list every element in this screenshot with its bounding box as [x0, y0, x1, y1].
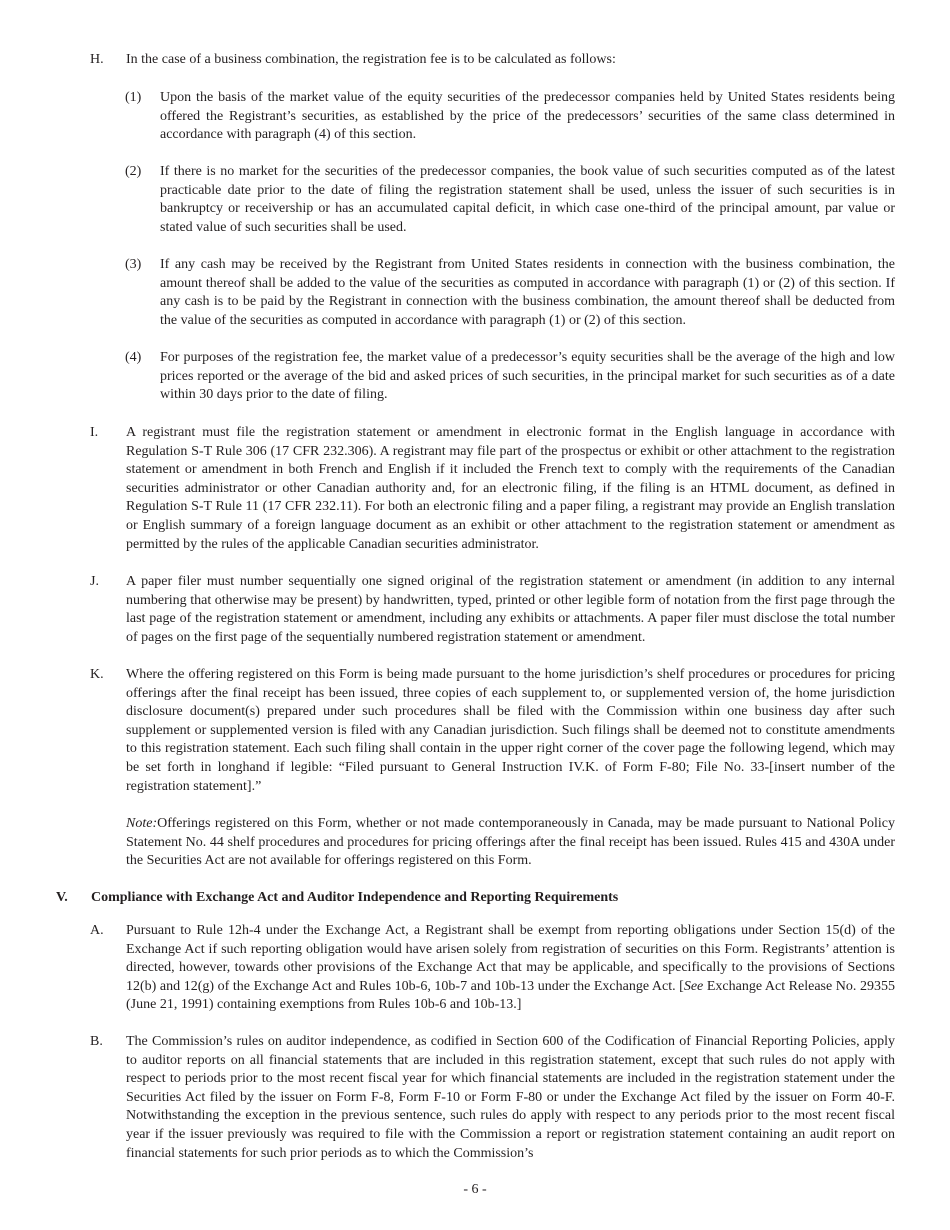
- item-label: H.: [90, 52, 104, 67]
- item-label: J.: [90, 574, 99, 589]
- page-number: - 6 -: [463, 1182, 487, 1197]
- instruction-i: [90, 424, 895, 554]
- note-paragraph: [126, 815, 895, 871]
- item-text: A paper filer must number sequentially one signed original of the registration statement or amendment (in addition to any internal numbering that otherwise may be present) by handwritten, typed, printed or other legible form of notation from the first page through the last page of the registration statement or amendment, including any exhibits or attachments. A paper filer must disclose the total number of pages on the first page of the sequentially numbered registration statement or amendment.: [126, 574, 895, 645]
- subitem-text: If any cash may be received by the Registrant from United States residents in connection with the business combination, the amount thereof shall be added to the value of the securities as computed in accordance with paragraph (1) or (2) of this section. If any cash is to be paid by the Registrant in connection with the business combination, the amount thereof shall be deducted from the value of the securities as computed in accordance with paragraph (1) or (2) of this section.: [160, 257, 895, 328]
- subitem-text: For purposes of the registration fee, the market value of a predecessor’s equity securities shall be the average of the high and low prices reported or the average of the bid and asked prices of such securities, in the principal market for such securities as of a date within 30 days prior to the date of filing.: [160, 350, 895, 403]
- item-text-tail: Exchange Act Release No. 29355 (June 21, 1991) containing exemptions from Rules 10b-6 and 10b-13.]: [126, 978, 895, 1013]
- item-label: K.: [90, 667, 104, 682]
- item-label: B.: [90, 1034, 103, 1049]
- item-text: The Commission’s rules on auditor independence, as codified in Section 600 of the Codification of Financial Reporting Policies, apply to auditor reports on all financial statements that are included in this registration statement, except that such rules do not apply with respect to periods prior to the most recent fiscal year for which financial statements are included in the registration statement under the Securities Act filed by the issuer on Form F-8, Form F-10 or Form F-80 or under the Exchange Act filed by the issuer on Form 40-F. Notwithstanding the exception in the previous sentence, such rules do apply with respect to any periods prior to the most recent fiscal year if the issuer previously was required to file with the Commission a report or registration statement containing an audit report on financial statements for such prior periods as to which the Commission’s: [126, 1034, 895, 1161]
- item-label: A.: [90, 923, 104, 938]
- item-text-main: Pursuant to Rule 12h-4 under the Exchange Act, a Registrant shall be exempt from reporting obligations under Section 15(d) of the Exchange Act if such reporting obligation would have arisen solely from registration of securities on this Form. Registrants’ attention is directed, however, towards other provisions of the Exchange Act that may be applicable, and specifically to the provisions of Sections 12(b) and 12(g) of the Exchange Act and Rules 10b-6, 10b-7 and 10b-13 under the Exchange Act. [: [126, 923, 895, 994]
- instruction-v-b: [90, 1033, 895, 1163]
- instruction-h-2: [125, 163, 895, 237]
- section-title: Compliance with Exchange Act and Auditor Independence and Reporting Requirements: [91, 890, 619, 905]
- instruction-h-4: [125, 349, 895, 405]
- subitem-text: Upon the basis of the market value of the equity securities of the predecessor companies held by United States residents being offered the Registrant’s securities, as established by the price of the predecessors’ securities of the same class determined in accordance with paragraph (4) of this section.: [160, 90, 895, 143]
- section-label: V.: [56, 890, 68, 905]
- subitem-label: (4): [125, 350, 142, 365]
- subitem-text: If there is no market for the securities of the predecessor companies, the book value of such securities computed as of the latest practicable date prior to the date of filing the registration statement shall be used, unless the issuer of such securities is in bankruptcy or receivership or has an accumulated capital deficit, in which case one-third of the principal amount, par value or stated value of such securities shall be used.: [160, 164, 895, 235]
- item-text: In the case of a business combination, the registration fee is to be calculated as follows:: [126, 52, 616, 67]
- note-label: Note:: [126, 816, 158, 831]
- item-text: [126, 922, 895, 1015]
- instruction-k: [90, 666, 895, 796]
- subitem-label: (1): [125, 90, 142, 105]
- item-text: A registrant must file the registration statement or amendment in electronic format in the English language in accordance with Regulation S-T Rule 306 (17 CFR 232.306). A registrant may file part of the prospectus or exhibit or other attachment to the registration statement or amendment in both French and English if it included the French text to comply with the requirements of the Canadian securities administrator or other Canadian authority and, for an electronic filing, if the filing is an HTML document, as defined in Regulation S-T Rule 11 (17 CFR 232.11). For both an electronic filing and a paper filing, a registrant may provide an English translation or English summary of a foreign language document as an exhibit or other attachment to the registration statement or amendment as permitted by the rules of the applicable Canadian securities administrator.: [126, 425, 895, 552]
- item-text: Where the offering registered on this Form is being made pursuant to the home jurisdiction’s shelf procedures or procedures for pricing offerings after the final receipt has been issued, three copies of each supplement to, or supplemented version of, the home jurisdiction disclosure document(s) prepared under such procedures shall be filed with the Commission within one business day after such supplement or supplemented version is filed with any Canadian jurisdiction. Such filings shall be deemed not to constitute amendments to this registration statement. Each such filing shall contain in the upper right corner of the cover page the following legend, which may be set forth in longhand if legible: “Filed pursuant to General Instruction IV.K. of Form F-80; File No. 33-[insert number of the registration statement].”: [126, 667, 895, 794]
- subitem-label: (2): [125, 164, 142, 179]
- instruction-h-3: [125, 256, 895, 330]
- item-label: I.: [90, 425, 99, 440]
- instruction-j: [90, 573, 895, 647]
- instruction-h: [90, 51, 895, 70]
- instruction-h-1: [125, 89, 895, 145]
- section-v-heading: [56, 889, 895, 908]
- see-signal: See: [683, 978, 704, 994]
- instruction-v-a: [90, 922, 895, 1015]
- note-text: Offerings registered on this Form, whether or not made contemporaneously in Canada, may be made pursuant to National Policy Statement No. 44 shelf procedures and procedures for pricing offerings after the final receipt has been issued. Rules 415 and 430A under the Securities Act are not available for offerings registered on this Form.: [126, 816, 895, 869]
- subitem-label: (3): [125, 257, 142, 272]
